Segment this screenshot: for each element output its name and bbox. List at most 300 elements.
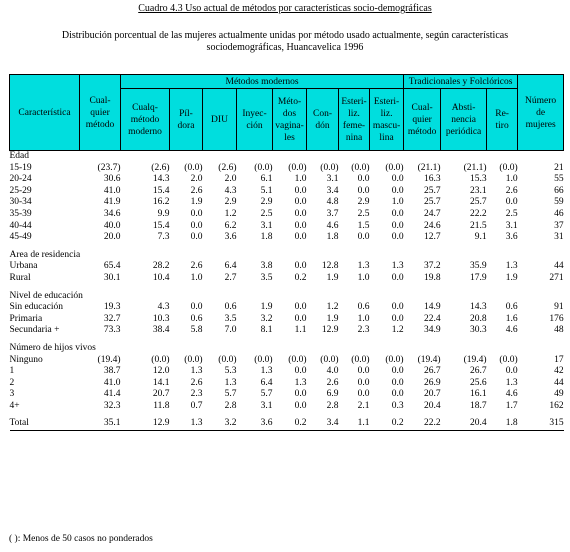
table-cell: 48 xyxy=(554,325,564,336)
table-cell: 17.9 xyxy=(469,272,487,283)
header-line: Número xyxy=(525,95,557,106)
table-row xyxy=(10,163,564,175)
table-cell: 59 xyxy=(554,197,564,208)
header-line: nencia xyxy=(451,114,476,125)
table-cell: 0.0 xyxy=(391,185,404,196)
header-line: DIU xyxy=(211,114,228,125)
row-label: 25-29 xyxy=(9,185,32,196)
table-cell: 3.1 xyxy=(505,220,518,231)
row-label: Urbana xyxy=(9,261,38,272)
header-line: quier xyxy=(412,114,432,125)
table-cell: 44 xyxy=(554,377,564,388)
table-cell: 1.8 xyxy=(260,232,273,243)
table-cell: 2.7 xyxy=(224,272,237,283)
header-tradicional-2 xyxy=(487,89,518,151)
section-header-row xyxy=(10,250,564,262)
header-caracteristica: Característica xyxy=(10,75,80,151)
table-cell: 5.7 xyxy=(224,389,237,400)
header-line: Cual- xyxy=(411,102,433,113)
table-body xyxy=(10,151,564,431)
table-cell: (0.0) xyxy=(184,162,203,173)
table-cell: 41.0 xyxy=(103,377,121,388)
table-cell: 26.7 xyxy=(469,366,487,377)
table-row xyxy=(10,418,564,430)
header-line: vagina- xyxy=(275,120,304,131)
table-cell: 3.2 xyxy=(260,313,273,324)
table-cell: 15.4 xyxy=(152,220,170,231)
row-label: 4+ xyxy=(9,400,20,411)
table-cell: 1.3 xyxy=(190,366,203,377)
table-cell: 10.4 xyxy=(152,272,170,283)
table-cell: 0.0 xyxy=(391,272,404,283)
header-line: mujeres xyxy=(525,119,556,130)
table-cell: 2.5 xyxy=(260,208,273,219)
table-cell: 0.0 xyxy=(391,232,404,243)
table-cell: 2.0 xyxy=(190,174,203,185)
table-cell: 2.3 xyxy=(357,325,370,336)
row-label: 1 xyxy=(9,366,15,377)
table-row xyxy=(10,355,564,367)
header-line: nina xyxy=(345,132,363,143)
table-cell: 3.4 xyxy=(326,185,339,196)
table-cell: 0.0 xyxy=(357,174,370,185)
table-cell: 34.9 xyxy=(423,325,441,336)
table-cell: 0.0 xyxy=(294,389,307,400)
table-row xyxy=(10,366,564,378)
table-cell: 1.8 xyxy=(487,418,518,430)
table-row xyxy=(10,325,564,337)
table-cell: (19.4) xyxy=(463,354,487,365)
table-cell: 3.6 xyxy=(224,232,237,243)
table-cell: 26.9 xyxy=(423,377,441,388)
table-cell: 32.7 xyxy=(103,313,121,324)
table-cell: 12.0 xyxy=(152,366,170,377)
table-cell: 15.3 xyxy=(469,174,487,185)
table-cell: 12.9 xyxy=(121,418,170,430)
table-cell: 0.0 xyxy=(391,302,404,313)
table-cell: 46 xyxy=(554,208,564,219)
methods-table xyxy=(9,74,564,431)
table-cell: 315 xyxy=(518,418,564,430)
section-title: Nivel de educación xyxy=(9,290,83,301)
table-cell: 0.0 xyxy=(294,313,307,324)
table-cell: 0.0 xyxy=(190,232,203,243)
table-cell: 0.0 xyxy=(294,220,307,231)
table-cell: 7.3 xyxy=(157,232,170,243)
table-cell: 2.5 xyxy=(357,208,370,219)
header-line: tiro xyxy=(495,120,509,131)
table-cell: (0.0) xyxy=(320,354,339,365)
header-line: dora xyxy=(177,120,195,131)
table-cell: 1.0 xyxy=(391,197,404,208)
table-cell: 4.3 xyxy=(157,302,170,313)
header-line: liz. xyxy=(380,108,393,119)
header-line: feme- xyxy=(342,120,366,131)
header-tradicional-1 xyxy=(441,89,487,151)
table-cell: 1.0 xyxy=(190,272,203,283)
row-label: 2 xyxy=(9,377,15,388)
section-header-row xyxy=(10,343,564,355)
table-cell: 0.0 xyxy=(391,366,404,377)
table-cell: 1.1 xyxy=(294,325,307,336)
table-cell: 0.6 xyxy=(224,302,237,313)
header-tradicional-0 xyxy=(404,89,441,151)
table-cell: 9.9 xyxy=(157,208,170,219)
table-cell: 0.2 xyxy=(273,418,307,430)
section-title: Area de residencia xyxy=(9,249,81,260)
table-cell: 2.8 xyxy=(224,400,237,411)
header-moderno-4 xyxy=(273,89,307,151)
table-cell: 2.1 xyxy=(357,400,370,411)
header-line: periódica xyxy=(445,126,482,137)
table-cell: 41.9 xyxy=(103,197,121,208)
table-cell: 0.6 xyxy=(505,302,518,313)
table-cell: 0.7 xyxy=(190,400,203,411)
table-cell: (0.0) xyxy=(184,354,203,365)
table-cell: 1.0 xyxy=(357,272,370,283)
row-label: Primaria xyxy=(9,313,43,324)
table-row xyxy=(10,197,564,209)
table-cell: 1.0 xyxy=(294,174,307,185)
table-cell: 2.8 xyxy=(326,400,339,411)
table-cell: 0.0 xyxy=(190,208,203,219)
table-cell: 4.8 xyxy=(326,197,339,208)
table-cell: 0.0 xyxy=(391,220,404,231)
table-cell: 1.6 xyxy=(505,313,518,324)
table-cell: 3.1 xyxy=(260,400,273,411)
table-cell: 2.9 xyxy=(357,197,370,208)
table-cell: 35.1 xyxy=(80,418,121,430)
table-cell: (0.0) xyxy=(385,162,404,173)
table-header xyxy=(10,75,564,151)
section-header-row xyxy=(10,291,564,303)
table-cell: 23.1 xyxy=(469,185,487,196)
table-cell: 14.1 xyxy=(152,377,170,388)
table-cell: 2.0 xyxy=(224,174,237,185)
table-cell: 16.2 xyxy=(152,197,170,208)
table-cell: 25.7 xyxy=(423,185,441,196)
header-group-tradicionales: Tradicionales y Folclóricos xyxy=(404,75,518,89)
table-cell: (0.0) xyxy=(151,354,170,365)
table-row xyxy=(10,389,564,401)
table-cell: 2.3 xyxy=(190,389,203,400)
section-header-row xyxy=(10,151,564,163)
table-cell: 0.0 xyxy=(391,389,404,400)
table-cell: (0.0) xyxy=(385,354,404,365)
table-cell: 41.0 xyxy=(103,185,121,196)
table-cell: 6.9 xyxy=(326,389,339,400)
table-cell: 2.6 xyxy=(190,185,203,196)
table-cell: 30.1 xyxy=(103,272,121,283)
table-cell: 30.6 xyxy=(103,174,121,185)
table-cell: 4.6 xyxy=(326,220,339,231)
table-cell: 1.1 xyxy=(339,418,370,430)
table-cell: (0.0) xyxy=(288,162,307,173)
table-cell: 12.7 xyxy=(423,232,441,243)
table-cell: 14.3 xyxy=(152,174,170,185)
table-cell: 6.4 xyxy=(224,261,237,272)
table-cell: 18.7 xyxy=(469,400,487,411)
table-cell: 49 xyxy=(554,389,564,400)
table-cell: 22.2 xyxy=(469,208,487,219)
table-cell: 5.7 xyxy=(260,389,273,400)
table-cell: 32.3 xyxy=(103,400,121,411)
table-cell: 44 xyxy=(554,261,564,272)
table-cell: (19.4) xyxy=(417,354,441,365)
table-cell: 42 xyxy=(554,366,564,377)
table-cell: 24.7 xyxy=(423,208,441,219)
table-cell: 1.9 xyxy=(326,313,339,324)
row-label: Ninguno xyxy=(9,354,43,365)
table-cell: (23.7) xyxy=(97,162,121,173)
table-cell: 1.9 xyxy=(190,197,203,208)
table-cell: 21.5 xyxy=(469,220,487,231)
table-cell: 37.2 xyxy=(423,261,441,272)
table-cell: (21.1) xyxy=(463,162,487,173)
table-cell: 0.2 xyxy=(294,272,307,283)
table-cell: 26.7 xyxy=(423,366,441,377)
table-cell: 6.4 xyxy=(260,377,273,388)
header-line: Méto- xyxy=(277,96,302,107)
row-label: 15-19 xyxy=(9,162,32,173)
table-cell: 1.5 xyxy=(357,220,370,231)
table-cell: 14.3 xyxy=(469,302,487,313)
header-line: dos xyxy=(282,108,297,119)
header-line: Píl- xyxy=(179,108,193,119)
table-cell: 1.3 xyxy=(170,418,203,430)
table-cell: (0.0) xyxy=(254,354,273,365)
table-cell: 1.2 xyxy=(391,325,404,336)
table-cell: 1.9 xyxy=(505,272,518,283)
table-cell: (0.0) xyxy=(320,162,339,173)
table-cell: 31 xyxy=(554,232,564,243)
table-cell: 0.0 xyxy=(357,366,370,377)
header-moderno-7 xyxy=(370,89,404,151)
table-cell: (2.6) xyxy=(218,162,237,173)
table-cell: 25.7 xyxy=(469,197,487,208)
header-line: Esteri- xyxy=(341,96,367,107)
table-cell: 4.3 xyxy=(224,185,237,196)
table-cell: 0.6 xyxy=(357,302,370,313)
table-cell: 38.7 xyxy=(103,366,121,377)
table-cell: 1.8 xyxy=(326,232,339,243)
table-cell: 3.8 xyxy=(260,261,273,272)
table-cell: 6.1 xyxy=(260,174,273,185)
table-cell: 16.1 xyxy=(469,389,487,400)
row-label: 30-34 xyxy=(9,197,32,208)
table-cell: 3.5 xyxy=(260,272,273,283)
header-numero-mujeres xyxy=(518,75,564,151)
table-cell: 0.0 xyxy=(190,302,203,313)
table-cell: 3.7 xyxy=(326,208,339,219)
table-cell: (0.0) xyxy=(499,354,518,365)
table-cell: 19.3 xyxy=(103,302,121,313)
table-cell: 0.0 xyxy=(357,389,370,400)
row-label: 35-39 xyxy=(9,208,32,219)
table-cell: 25.6 xyxy=(469,377,487,388)
table-cell: 16.3 xyxy=(423,174,441,185)
header-line: método xyxy=(407,126,437,137)
table-cell: 0.0 xyxy=(391,313,404,324)
row-label: 45-49 xyxy=(9,232,32,243)
table-cell: 0.0 xyxy=(294,197,307,208)
row-label: Total xyxy=(10,418,80,430)
table-cell: 0.0 xyxy=(190,220,203,231)
table-cell: 2.6 xyxy=(190,261,203,272)
table-cell: 0.0 xyxy=(391,174,404,185)
header-line: Inyec- xyxy=(242,108,267,119)
header-line: les xyxy=(284,132,295,143)
table-cell: 0.0 xyxy=(294,261,307,272)
table-cell: 0.0 xyxy=(391,208,404,219)
header-line: dón xyxy=(315,120,330,131)
table-cell: 0.3 xyxy=(391,400,404,411)
table-cell: 12.8 xyxy=(321,261,339,272)
table-row xyxy=(10,302,564,314)
table-row xyxy=(10,273,564,285)
table-cell: 1.9 xyxy=(326,272,339,283)
header-moderno-6 xyxy=(339,89,370,151)
header-line: Con- xyxy=(313,108,332,119)
header-line: quier xyxy=(90,107,110,118)
table-cell: 34.6 xyxy=(103,208,121,219)
table-cell: 271 xyxy=(549,272,564,283)
table-cell: 6.2 xyxy=(224,220,237,231)
header-line: mascu- xyxy=(372,120,401,131)
table-number-title: Cuadro 4.3 Uso actual de métodos por características socio-demográficas xyxy=(138,3,432,14)
table-cell: 4.0 xyxy=(326,366,339,377)
header-line: lina xyxy=(379,132,394,143)
table-row xyxy=(10,174,564,186)
table-row xyxy=(10,401,564,413)
table-cell: 1.3 xyxy=(357,261,370,272)
header-line: Re- xyxy=(495,108,509,119)
table-cell: 0.0 xyxy=(294,302,307,313)
table-cell: 24.6 xyxy=(423,220,441,231)
table-cell: 176 xyxy=(549,313,564,324)
table-cell: 3.1 xyxy=(260,220,273,231)
header-moderno-2 xyxy=(203,89,237,151)
table-cell: 25.7 xyxy=(423,197,441,208)
table-cell: 19.8 xyxy=(423,272,441,283)
table-cell: 4.6 xyxy=(505,325,518,336)
table-cell: 9.1 xyxy=(474,232,487,243)
table-cell: 1.0 xyxy=(505,174,518,185)
table-cell: 3.6 xyxy=(237,418,273,430)
table-cell: (0.0) xyxy=(288,354,307,365)
table-cell: 3.5 xyxy=(224,313,237,324)
table-row xyxy=(10,186,564,198)
table-cell: 17 xyxy=(554,354,564,365)
table-cell: 0.0 xyxy=(505,197,518,208)
table-cell: 2.6 xyxy=(505,185,518,196)
table-cell: 7.0 xyxy=(224,325,237,336)
table-cell: 14.9 xyxy=(423,302,441,313)
header-group-modernos: Métodos modernos xyxy=(121,75,404,89)
table-cell: 0.0 xyxy=(294,400,307,411)
table-cell: 28.2 xyxy=(152,261,170,272)
table-cell: 162 xyxy=(549,400,564,411)
header-moderno-3 xyxy=(237,89,273,151)
table-cell: 22.2 xyxy=(404,418,441,430)
table-cell: 0.0 xyxy=(294,366,307,377)
table-cell: 3.6 xyxy=(505,232,518,243)
table-cell: 73.3 xyxy=(103,325,121,336)
row-label: 3 xyxy=(9,389,15,400)
section-title: Edad xyxy=(9,151,30,161)
header-line: de xyxy=(536,107,546,118)
table-cell: 20.4 xyxy=(423,400,441,411)
table-cell: 3.1 xyxy=(326,174,339,185)
table-cell: 2.9 xyxy=(260,197,273,208)
table-cell: 1.3 xyxy=(391,261,404,272)
table-cell: 0.0 xyxy=(357,185,370,196)
header-moderno-5 xyxy=(307,89,339,151)
header-line: Cualq- xyxy=(132,102,158,113)
table-cell: (0.0) xyxy=(254,162,273,173)
table-cell: 0.0 xyxy=(505,366,518,377)
table-cell: 10.3 xyxy=(152,313,170,324)
table-cell: 0.0 xyxy=(391,377,404,388)
table-cell: (0.0) xyxy=(351,162,370,173)
table-cell: 38.4 xyxy=(152,325,170,336)
table-cell: 55 xyxy=(554,174,564,185)
table-cell: 5.1 xyxy=(260,185,273,196)
table-cell: 0.0 xyxy=(294,185,307,196)
section-title: Número de hijos vivos xyxy=(9,342,96,353)
table-cell: 40.0 xyxy=(103,220,121,231)
table-cell: 1.0 xyxy=(357,313,370,324)
table-cell: 1.2 xyxy=(224,208,237,219)
table-cell: 37 xyxy=(554,220,564,231)
table-cell: (0.0) xyxy=(351,354,370,365)
table-cell: 22.4 xyxy=(423,313,441,324)
table-description-line1: Distribución porcentual de las mujeres actualmente unidas por método usado actualmente, según características xyxy=(61,30,509,41)
table-row xyxy=(10,232,564,244)
table-cell: 21 xyxy=(554,162,564,173)
table-cell: (2.6) xyxy=(151,162,170,173)
table-cell: 20.7 xyxy=(423,389,441,400)
footnote: ( ): Menos de 50 casos no ponderados xyxy=(9,534,153,544)
table-row xyxy=(10,261,564,273)
header-moderno-0 xyxy=(121,89,170,151)
table-cell: 1.3 xyxy=(260,366,273,377)
table-cell: 20.0 xyxy=(103,232,121,243)
table-cell: 15.4 xyxy=(152,185,170,196)
table-cell: 35.9 xyxy=(469,261,487,272)
table-cell: 65.4 xyxy=(103,261,121,272)
table-cell: 20.8 xyxy=(469,313,487,324)
row-label: Sin educación xyxy=(9,302,64,313)
table-cell: 1.9 xyxy=(260,302,273,313)
table-cell: 66 xyxy=(554,185,564,196)
row-label: 40-44 xyxy=(9,220,32,231)
table-cell: 0.0 xyxy=(357,232,370,243)
table-cell: 2.6 xyxy=(326,377,339,388)
table-cell: 1.3 xyxy=(505,377,518,388)
table-cell: 0.0 xyxy=(357,377,370,388)
table-cell: 1.7 xyxy=(505,400,518,411)
table-cell: 12.9 xyxy=(321,325,339,336)
table-cell: (0.0) xyxy=(218,354,237,365)
table-cell: 8.1 xyxy=(260,325,273,336)
table-cell: 3.2 xyxy=(203,418,237,430)
header-moderno-1 xyxy=(170,89,203,151)
row-label: 20-24 xyxy=(9,174,32,185)
table-cell: 0.6 xyxy=(190,313,203,324)
table-cell: 1.3 xyxy=(224,377,237,388)
table-cell: 1.3 xyxy=(294,377,307,388)
